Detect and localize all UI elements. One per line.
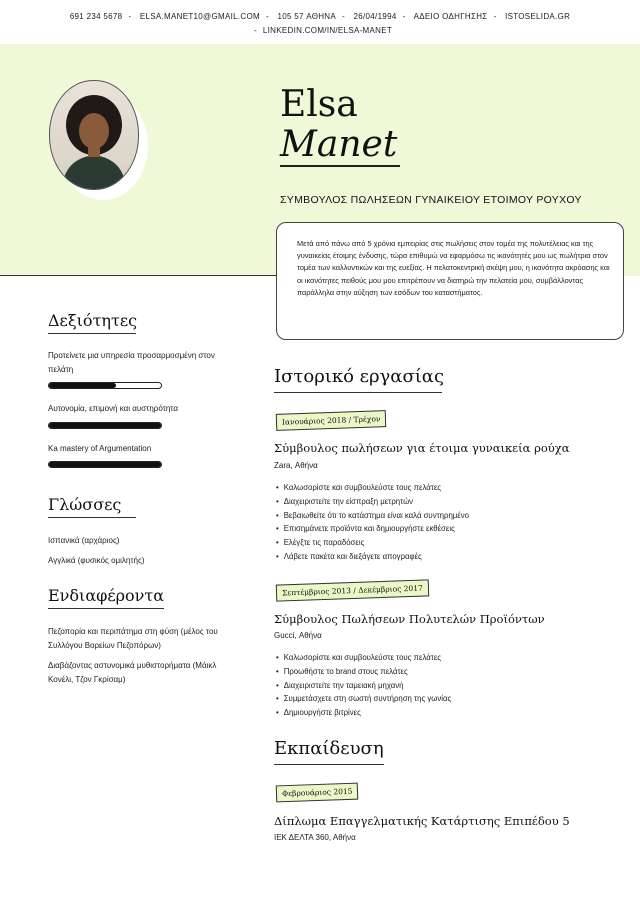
- skill-level-bar-1: [48, 382, 162, 389]
- school-name: ΙΕΚ ΔΕΛΤΑ 360, Αθήνα: [274, 833, 356, 842]
- language-item: Ισπανικά (αρχάριος): [48, 536, 120, 545]
- list-item: • Διαχειριστείτε την είσπραξη μετρητών: [276, 495, 469, 509]
- skill-item-3: Ka mastery of Argumentation: [48, 444, 152, 453]
- profile-photo: [49, 80, 139, 190]
- email[interactable]: ELSA.MANET10@GMAIL.COM: [139, 12, 260, 21]
- experience-underline: [274, 392, 442, 393]
- list-item: • Καλωσορίστε και συμβουλεύστε τους πελάτες: [276, 651, 451, 665]
- job-company: Zara, Αθήνα: [274, 461, 318, 470]
- skills-heading: Δεξιότητες: [48, 311, 138, 330]
- first-name: Elsa: [280, 84, 358, 125]
- skill-item-1: Προτείνετε μια υπηρεσία προσαρμοσμένη στον πελάτη: [48, 351, 215, 374]
- list-item: • Βεβαιωθείτε ότι το κατάστημα είναι καλά συντηρημένο: [276, 509, 469, 523]
- education-dates-badge: Φεβρουάριος 2015: [276, 783, 359, 803]
- skill-item-2: Αυτονομία, επιμονή και αυστηρότητα: [48, 404, 178, 413]
- job-dates-badge: Ιανουάριος 2018 / Τρέχον: [276, 410, 387, 431]
- languages-underline: [48, 517, 136, 518]
- education-underline: [274, 764, 384, 765]
- name-underline: [280, 165, 400, 167]
- interest-item: Πεζοπορία και περιπάτημα στη φύση (μέλος του Συλλόγου Βορείων Πεζοπόρων): [48, 627, 218, 650]
- job-company: Gucci, Αθήνα: [274, 631, 322, 640]
- list-item: • Καλωσορίστε και συμβουλεύστε τους πελάτες: [276, 481, 469, 495]
- phone[interactable]: 691 234 5678: [69, 12, 123, 21]
- interests-underline: [48, 608, 164, 609]
- summary-text: Μετά από πάνω από 5 χρόνια εμπειρίας στις πωλήσεις στον τομέα της πολυτέλειας και της γυναικείας έτοιμης ένδυσης, τώρα επιθυμώ να εφαρμόσω τις ικανότητές μου ως πωλήτρια στον τομέα των καλλυντικών και της ευεξίας. Η πελατοκεντρική σκέψη μου, η ικανότητα ακρόασης και οι ικανότητες πειθούς μου μου επιτρέπουν να διατηρώ την πελατεία μου, συμβάλλοντας παράλληλα στην αύξηση των εσόδων του καταστήματος.: [297, 239, 610, 297]
- education-heading: Εκπαίδευση: [274, 738, 384, 759]
- skill-level-bar-2: [48, 422, 162, 429]
- skill-level-bar-3: [48, 461, 162, 468]
- list-item: • Προωθήστε το brand στους πελάτες: [276, 665, 451, 679]
- list-item: • Επισημάνετε προϊόντα και δημιουργήστε εκθέσεις: [276, 522, 469, 536]
- job-role: Σύμβουλος πωλήσεων για έτοιμα γυναικεία ρούχα: [274, 441, 570, 455]
- experience-heading: Ιστορικό εργασίας: [274, 366, 445, 387]
- job-dates-badge: Σεπτέμβριος 2013 / Δεκέμβριος 2017: [276, 579, 429, 601]
- person-portrait-icon: [50, 81, 138, 189]
- degree-title: Δίπλωμα Επαγγελματικής Κατάρτισης Επιπέδου 5: [274, 814, 570, 828]
- interests-heading: Ενδιαφέροντα: [48, 586, 165, 605]
- job-duties-list: [276, 651, 451, 720]
- birthdate: 26/04/1994: [353, 12, 397, 21]
- skills-underline: [48, 333, 136, 334]
- list-item: • Διαχειριστείτε την ταμειακή μηχανή: [276, 679, 451, 693]
- languages-heading: Γλώσσες: [48, 495, 122, 514]
- website-link[interactable]: ISTOSELIDA.GR: [505, 12, 571, 21]
- summary-box: [276, 222, 624, 340]
- driving-license: ΑΔΕΙΟ ΟΔΗΓΗΣΗΣ: [413, 12, 488, 21]
- contact-bar: 691 234 5678 - ELSA.MANET10@GMAIL.COM - 105 57 ΑΘΗΝΑ - 26/04/1994 - ΑΔΕΙΟ ΟΔΗΓΗΣΗΣ - ISTOSELIDA.GR - LINKEDIN.COM/IN/ELSA-MANET: [0, 0, 640, 44]
- list-item: • Λάβετε πακέτα και διεξάγετε απογραφές: [276, 550, 469, 564]
- last-name: Manet: [280, 124, 398, 165]
- list-item: • Δημιουργήστε βιτρίνες: [276, 706, 451, 720]
- header-divider: [0, 275, 280, 276]
- address: 105 57 ΑΘΗΝΑ: [277, 12, 337, 21]
- list-item: • Συμμετάσχετε στη σωστή συντήρηση της γωνίας: [276, 692, 451, 706]
- linkedin-link[interactable]: LINKEDIN.COM/IN/ELSA-MANET: [262, 26, 393, 35]
- interest-item: Διαβάζοντας αστυνομικά μυθιστορήματα (Μάικλ Κονέλι, Τζον Γκρίσαμ): [48, 661, 217, 684]
- job-role: Σύμβουλος Πωλήσεων Πολυτελών Προϊόντων: [274, 612, 545, 626]
- list-item: • Ελέγξτε τις παραδόσεις: [276, 536, 469, 550]
- job-title: ΣΥΜΒΟΥΛΟΣ ΠΩΛΗΣΕΩΝ ΓΥΝΑΙΚΕΙΟΥ ΕΤΟΙΜΟΥ ΡΟΥΧΟΥ: [280, 194, 582, 206]
- job-duties-list: [276, 481, 469, 564]
- language-item: Αγγλικά (φυσικός ομιλητής): [48, 556, 145, 565]
